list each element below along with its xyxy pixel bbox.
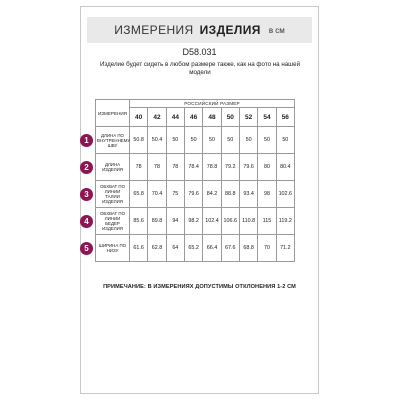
measure-value-cell: 70 (258, 235, 276, 262)
tolerance-note: ПРИМЕЧАНИЕ: В ИЗМЕРЕНИЯХ ДОПУСТИМЫ ОТКЛОНЕНИЯ 1-2 СМ (103, 284, 296, 290)
fit-description: Изделие будет сидеть в любом размере также, как на фото на нашей модели (99, 61, 301, 76)
size-header-cell: 52 (239, 108, 257, 127)
measure-value-cell: 98.2 (184, 208, 202, 235)
measure-value-cell: 50 (166, 127, 184, 154)
measure-value-cell: 94 (166, 208, 184, 235)
measurements-table (95, 99, 295, 262)
measure-value-cell: 78 (166, 154, 184, 181)
measure-value-cell: 50 (258, 127, 276, 154)
measure-value-cell: 50 (221, 127, 239, 154)
measure-value-cell: 102.6 (276, 181, 294, 208)
measure-value-cell: 98 (258, 181, 276, 208)
measure-value-cell: 80.4 (276, 154, 294, 181)
row-number-badge: 5 (80, 242, 93, 255)
size-header-cell: 56 (276, 108, 294, 127)
measure-value-cell: 78.4 (184, 154, 202, 181)
title-unit: в см (268, 25, 285, 35)
measure-label: ОБХВАТ ПО ЛИНИИ БЕДЕР ИЗДЕЛИЯ (96, 208, 130, 235)
measure-value-cell: 78 (148, 154, 166, 181)
product-code: D58.031 (182, 47, 217, 57)
size-header-cell: 54 (258, 108, 276, 127)
measure-label: ОБХВАТ ПО ЛИНИИ ТАЛИИ ИЗДЕЛИЯ (96, 181, 130, 208)
measure-value-cell: 79.2 (221, 154, 239, 181)
measure-value-cell: 110.8 (239, 208, 257, 235)
measure-value-cell: 75 (166, 181, 184, 208)
measure-value-cell: 84.2 (203, 181, 221, 208)
measure-value-cell: 65.8 (130, 181, 148, 208)
measure-value-cell: 78 (130, 154, 148, 181)
measure-value-cell: 80 (258, 154, 276, 181)
measure-value-cell: 65.2 (184, 235, 202, 262)
measure-value-cell: 79.6 (184, 181, 202, 208)
measure-value-cell: 115 (258, 208, 276, 235)
measure-header: ИЗМЕРЕНИЯ (96, 100, 130, 127)
measure-value-cell: 50.8 (130, 127, 148, 154)
measure-value-cell: 88.8 (221, 181, 239, 208)
measure-value-cell: 102.4 (203, 208, 221, 235)
measure-value-cell: 67.6 (221, 235, 239, 262)
russian-size-header: РОССИЙСКИЙ РАЗМЕР (130, 100, 295, 108)
measure-value-cell: 79.6 (239, 154, 257, 181)
size-header-cell: 46 (184, 108, 202, 127)
measure-label: ДЛИНА ИЗДЕЛИЯ (96, 154, 130, 181)
measure-value-cell: 78.8 (203, 154, 221, 181)
measure-value-cell: 50 (276, 127, 294, 154)
measure-label: ШИРИНА ПО НИЗУ (96, 235, 130, 262)
table-row (96, 208, 295, 235)
measure-value-cell: 62.8 (148, 235, 166, 262)
size-header-cell: 48 (203, 108, 221, 127)
measure-value-cell: 89.8 (148, 208, 166, 235)
measure-value-cell: 50 (203, 127, 221, 154)
measure-value-cell: 119.2 (276, 208, 294, 235)
table-row (96, 127, 295, 154)
row-number-badge: 1 (80, 134, 93, 147)
measure-value-cell: 71.2 (276, 235, 294, 262)
measure-value-cell: 50 (239, 127, 257, 154)
title-banner (87, 17, 312, 43)
row-number-badge: 4 (80, 215, 93, 228)
measure-value-cell: 50 (184, 127, 202, 154)
table-row (96, 181, 295, 208)
row-number-badge: 3 (80, 188, 93, 201)
table-row (96, 154, 295, 181)
measure-label: ДЛИНА ПО ВНУТРЕННЕМУ ШВУ (96, 127, 130, 154)
table-row (96, 235, 295, 262)
measure-value-cell: 50.4 (148, 127, 166, 154)
title-measurements: ИЗМЕРЕНИЯ (114, 23, 194, 37)
size-header-cell: 40 (130, 108, 148, 127)
measure-value-cell: 70.4 (148, 181, 166, 208)
title-product: ИЗДЕЛИЯ (199, 23, 261, 37)
size-chart-sheet (80, 6, 319, 394)
measure-value-cell: 85.6 (130, 208, 148, 235)
measure-value-cell: 64 (166, 235, 184, 262)
row-number-badge: 2 (80, 161, 93, 174)
measure-value-cell: 66.4 (203, 235, 221, 262)
size-header-cell: 44 (166, 108, 184, 127)
measure-value-cell: 106.6 (221, 208, 239, 235)
measure-value-cell: 61.6 (130, 235, 148, 262)
measure-value-cell: 68.8 (239, 235, 257, 262)
size-header-cell: 42 (148, 108, 166, 127)
measure-value-cell: 93.4 (239, 181, 257, 208)
size-header-cell: 50 (221, 108, 239, 127)
